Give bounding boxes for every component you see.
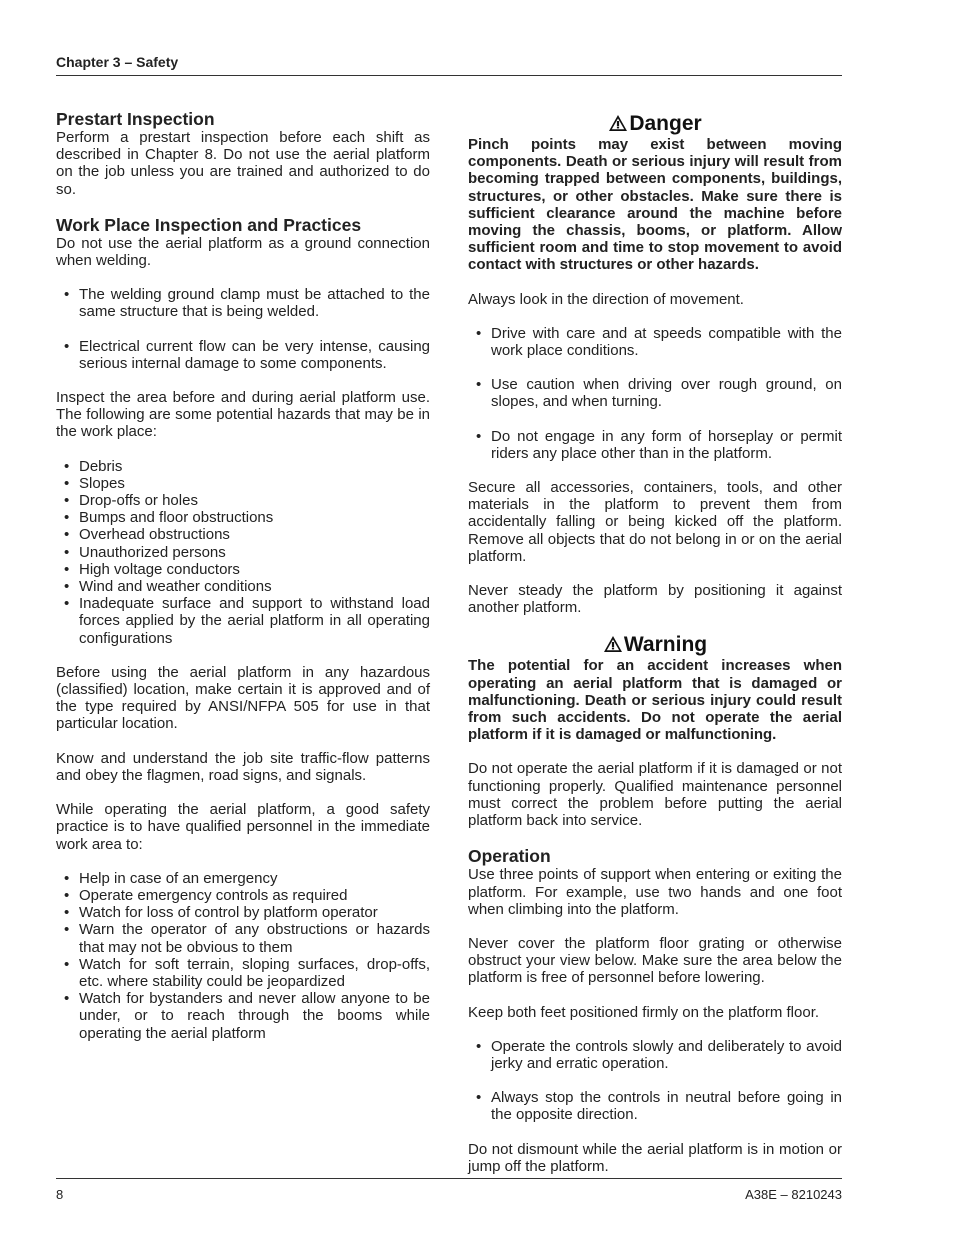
feet-positioned-paragraph: Keep both feet positioned firmly on the platform floor. bbox=[468, 1003, 820, 1021]
footer-divider bbox=[56, 1178, 842, 1179]
list-item: • Drop-offs or holes bbox=[56, 492, 430, 509]
prestart-paragraph: Perform a prestart inspection before each shift as described in Chapter 8. Do not use the aerial platform on the job unless you are trained and authorized to do so. bbox=[56, 129, 430, 198]
header-divider bbox=[56, 75, 842, 76]
dismount-paragraph: Do not dismount while the aerial platform is in motion or jump off the platform. bbox=[468, 1140, 842, 1175]
damaged-platform-paragraph: Do not operate the aerial platform if it is damaged or not functioning properly. Qualified maintenance personnel must correct the problem before putting the aerial platform back into service. bbox=[468, 760, 842, 830]
welding-bullet-list bbox=[56, 286, 430, 372]
list-item: • Help in case of an emergency bbox=[56, 870, 430, 887]
list-item: • Slopes bbox=[56, 475, 430, 492]
warning-heading bbox=[468, 633, 842, 657]
prestart-inspection-heading: Prestart Inspection bbox=[56, 109, 215, 129]
traffic-flow-paragraph: Know and understand the job site traffic-flow patterns and obey the flagmen, road signs, and signals. bbox=[56, 749, 430, 784]
list-item: • High voltage conductors bbox=[56, 561, 430, 578]
danger-message: Pinch points may exist between moving components. Death or serious injury will result from becoming trapped between components, buildings, structures, or other obstacles. Make sure there is sufficient clearance around the machine before moving the chassis, booms, or platform. Allow sufficient room and time to stop movement to avoid contact with structures or other hazards. bbox=[468, 136, 842, 274]
hazards-list bbox=[56, 458, 430, 647]
list-item: • Electrical current flow can be very intense, causing serious internal damage to some components. bbox=[56, 338, 430, 372]
list-item: • The welding ground clamp must be attached to the same structure that is being welded. bbox=[56, 286, 430, 320]
three-points-paragraph: Use three points of support when entering or exiting the platform. For example, use two hands and one foot when climbing into the platform. bbox=[468, 866, 842, 918]
list-item: • Always stop the controls in neutral before going in the opposite direction. bbox=[468, 1089, 842, 1123]
list-item: • Watch for bystanders and never allow anyone to be under, or to reach through the booms while operating the aerial platform bbox=[56, 990, 430, 1042]
chapter-header: Chapter 3 – Safety bbox=[56, 54, 179, 70]
list-item: • Watch for soft terrain, sloping surfaces, drop-offs, etc. where stability could be jeopardized bbox=[56, 956, 430, 990]
list-item: • Overhead obstructions bbox=[56, 526, 430, 543]
work-place-heading: Work Place Inspection and Practices bbox=[56, 214, 362, 235]
page-number: 8 bbox=[56, 1187, 64, 1202]
warning-triangle-icon bbox=[608, 114, 628, 132]
warning-message: The potential for an accident increases when operating an aerial platform that is damaged or malfunctioning. Death or serious injury could result from such accidents. Do not operate the aerial platform if it is damaged or malfunctioning. bbox=[468, 657, 842, 744]
list-item: • Bumps and floor obstructions bbox=[56, 509, 430, 526]
safety-practice-paragraph: While operating the aerial platform, a good safety practice is to have qualified personnel in the immediate work area to: bbox=[56, 801, 430, 853]
personnel-duties-list bbox=[56, 870, 430, 1042]
controls-bullet-list bbox=[468, 1038, 842, 1124]
left-column bbox=[56, 109, 430, 1042]
list-item: • Drive with care and at speeds compatible with the work place conditions. bbox=[468, 325, 842, 359]
operation-heading: Operation bbox=[468, 846, 551, 867]
warning-title: Warning bbox=[623, 633, 708, 657]
steady-platform-paragraph: Never steady the platform by positioning it against another platform. bbox=[468, 582, 842, 617]
inspect-area-paragraph: Inspect the area before and during aerial platform use. The following are some potential hazards that may be in the work place: bbox=[56, 389, 430, 441]
right-column bbox=[468, 112, 842, 1175]
floor-grating-paragraph: Never cover the platform floor grating or otherwise obstruct your view below. Make sure the area below the platform is free of personnel before lowering. bbox=[468, 934, 842, 987]
secure-materials-paragraph: Secure all accessories, containers, tools, and other materials in the platform to prevent them from accidentally falling or being kicked off the platform. Remove all objects that do not belong in or on the aerial platform. bbox=[468, 479, 842, 565]
document-id: A38E – 8210243 bbox=[745, 1187, 842, 1202]
danger-heading bbox=[468, 112, 842, 136]
list-item: • Operate the controls slowly and deliberately to avoid jerky and erratic operation. bbox=[468, 1038, 842, 1072]
list-item: • Use caution when driving over rough ground, on slopes, and when turning. bbox=[468, 376, 842, 410]
look-direction-paragraph: Always look in the direction of movement. bbox=[468, 290, 744, 308]
list-item: • Operate emergency controls as required bbox=[56, 887, 430, 904]
list-item: • Unauthorized persons bbox=[56, 544, 430, 561]
welding-connection-paragraph: Do not use the aerial platform as a ground connection when welding. bbox=[56, 234, 430, 270]
list-item: • Do not engage in any form of horseplay or permit riders any place other than in the platform. bbox=[468, 428, 842, 462]
warning-triangle-icon bbox=[603, 635, 623, 653]
list-item: • Wind and weather conditions bbox=[56, 578, 430, 595]
danger-title: Danger bbox=[629, 112, 702, 135]
list-item: • Watch for loss of control by platform operator bbox=[56, 904, 430, 921]
list-item: • Warn the operator of any obstructions or hazards that may not be obvious to them bbox=[56, 921, 430, 955]
list-item: • Inadequate surface and support to withstand load forces applied by the aerial platform in all operating configurations bbox=[56, 595, 430, 647]
hazardous-location-paragraph: Before using the aerial platform in any hazardous (classified) location, make certain it is approved and of the type required by ANSI/NFPA 505 for use in that particular location. bbox=[56, 663, 430, 733]
list-item: • Debris bbox=[56, 458, 430, 475]
movement-bullet-list bbox=[468, 325, 842, 462]
